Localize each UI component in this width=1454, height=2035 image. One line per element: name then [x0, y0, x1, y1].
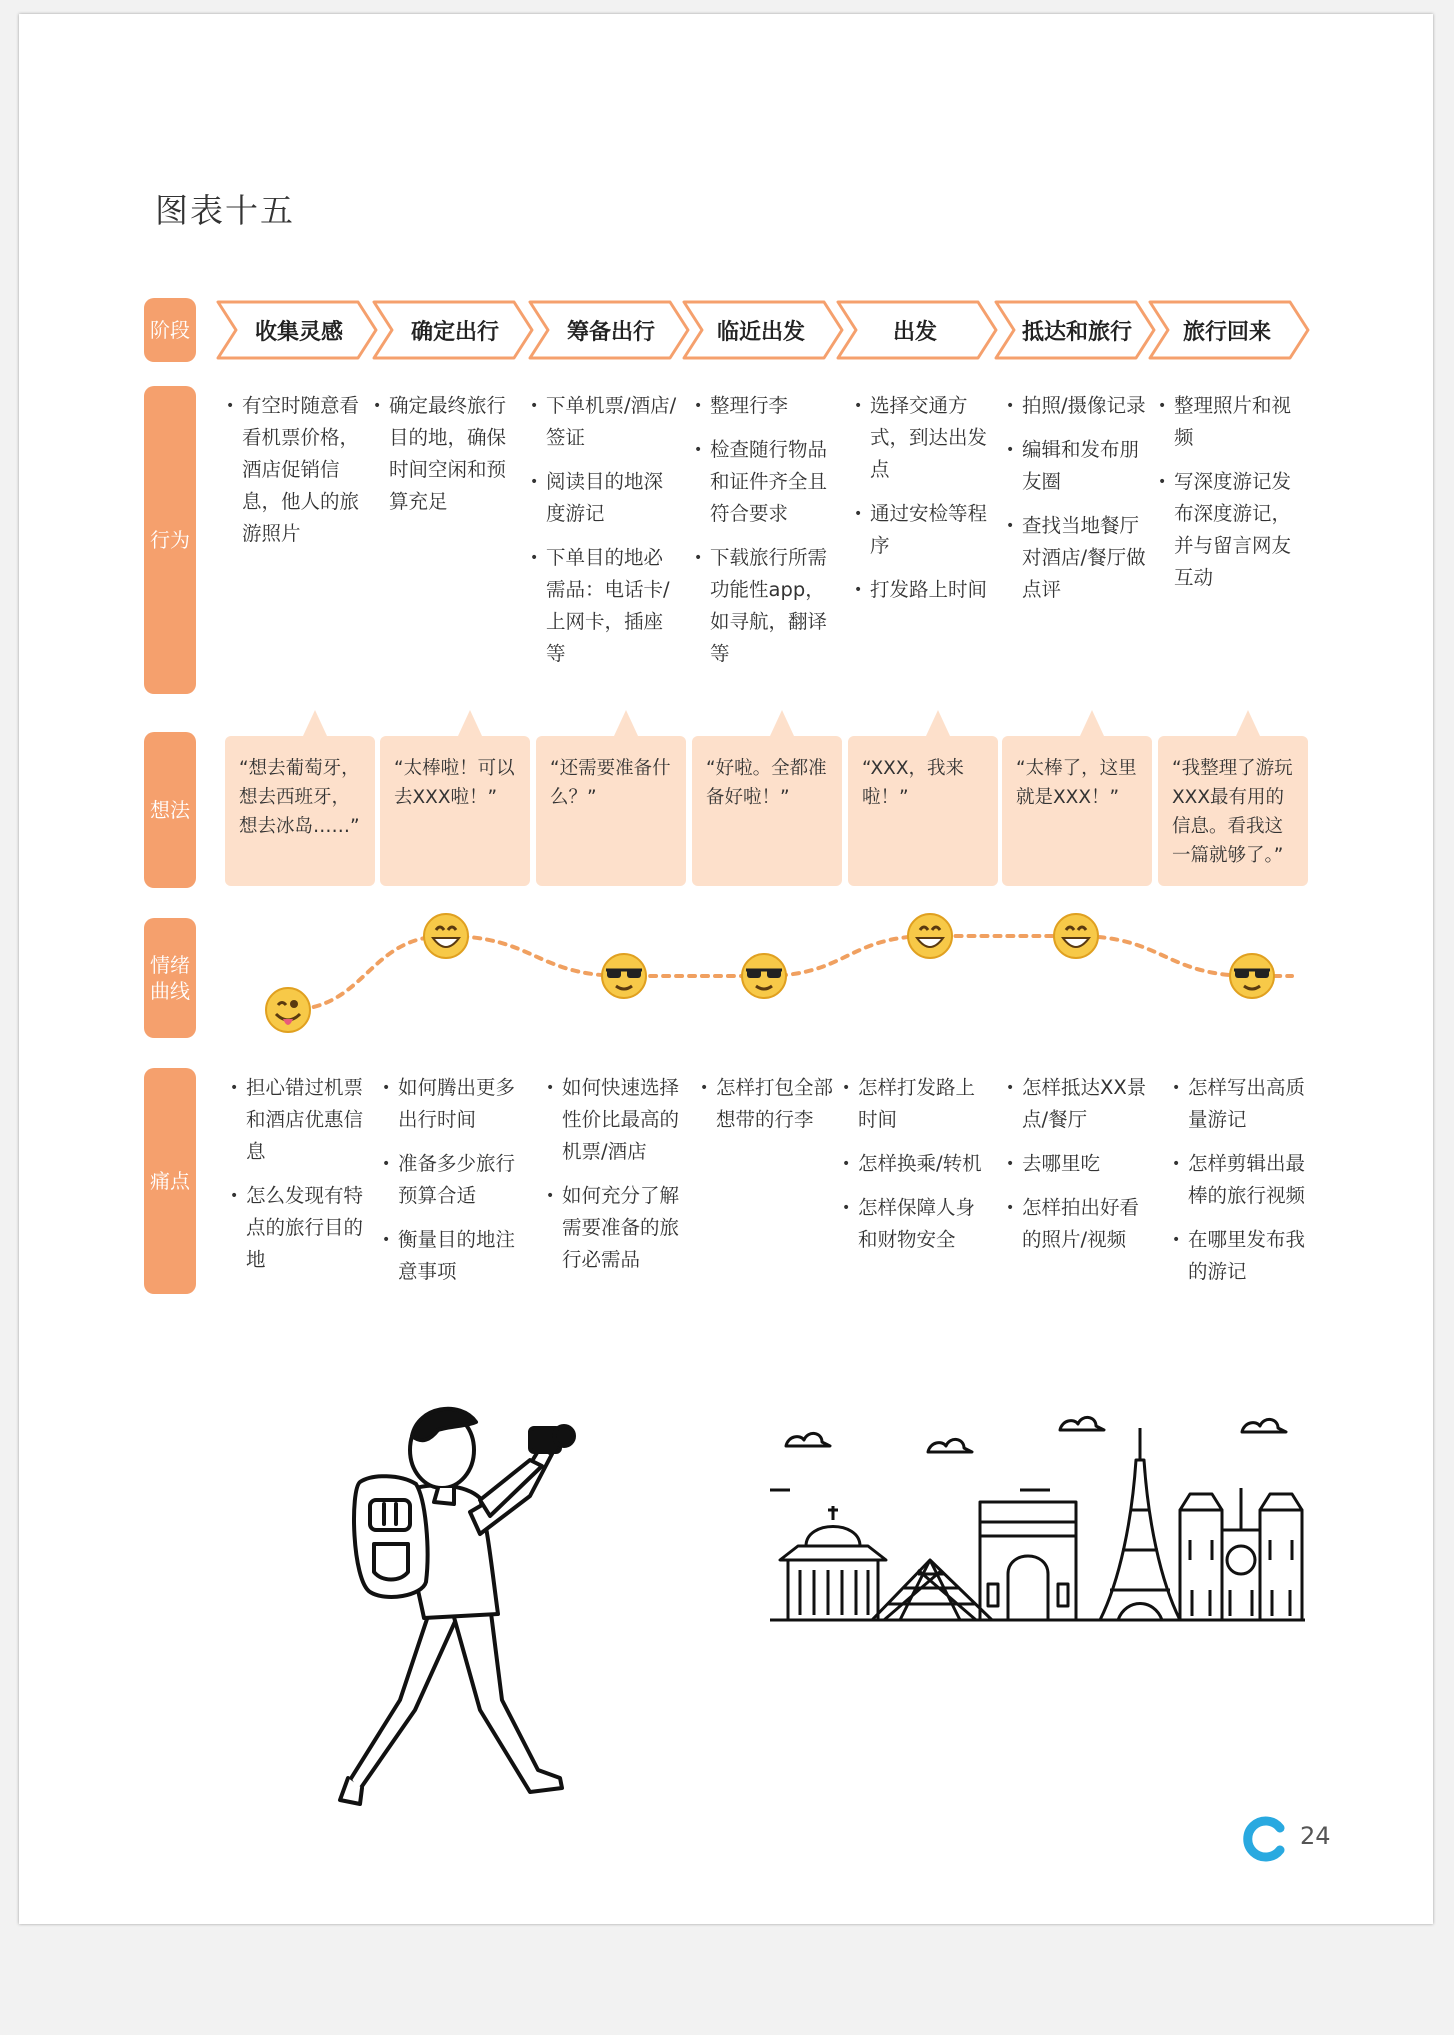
pain-item: • 怎样打发路上时间	[842, 1072, 992, 1136]
sunglasses-face-icon	[602, 954, 646, 998]
behavior-item: • 有空时随意看看机票价格，酒店促销信息，他人的旅游照片	[226, 390, 376, 550]
behavior-item: • 下单目的地必需品：电话卡/上网卡，插座等	[530, 542, 680, 670]
sunglasses-face-icon	[1230, 954, 1274, 998]
behavior-item: • 编辑和发布朋友圈	[1006, 434, 1156, 498]
page-number: 24	[1300, 1822, 1331, 1850]
stage-label: 确定出行	[410, 319, 499, 345]
behavior-item: • 通过安检等程序	[854, 498, 1004, 562]
pain-item: • 担心错过机票和酒店优惠信息	[230, 1072, 380, 1168]
stage-label: 旅行回来	[1182, 319, 1271, 345]
pain-column	[1172, 1072, 1322, 1300]
behavior-item: • 下载旅行所需功能性app，如寻航，翻译等	[694, 542, 844, 670]
behavior-item: • 阅读目的地深度游记	[530, 466, 680, 530]
pain-item: • 如何腾出更多出行时间	[382, 1072, 532, 1136]
pain-item: • 如何充分了解需要准备的旅行必需品	[546, 1180, 696, 1276]
thought-bubble: “想去葡萄牙，想去西班牙，想去冰岛……”	[225, 736, 375, 886]
traveler-illustration	[330, 1400, 600, 1820]
skyline-illustration	[760, 1410, 1320, 1635]
brand-logo	[1240, 1816, 1286, 1862]
row-label-behavior: 行为	[144, 386, 196, 694]
stage-label: 临近出发	[716, 319, 805, 345]
pain-column	[546, 1072, 696, 1288]
grinning-face-icon	[908, 914, 952, 958]
behavior-item: • 确定最终旅行目的地，确保时间空闲和预算充足	[373, 390, 523, 518]
winking-tongue-face-icon	[266, 988, 310, 1032]
pain-column	[382, 1072, 532, 1300]
figure-title: 图表十五	[155, 191, 295, 230]
pain-column	[700, 1072, 850, 1148]
grinning-face-icon	[424, 914, 468, 958]
behavior-item: • 选择交通方式，到达出发点	[854, 390, 1004, 486]
pain-item: • 准备多少旅行预算合适	[382, 1148, 532, 1212]
row-label-pain: 痛点	[144, 1068, 196, 1294]
thought-bubble: “好啦。全都准备好啦！”	[692, 736, 842, 886]
grinning-face-icon	[1054, 914, 1098, 958]
behavior-item: • 拍照/摄像记录	[1006, 390, 1156, 422]
pain-item: • 去哪里吃	[1006, 1148, 1156, 1180]
behavior-item: • 整理行李	[694, 390, 844, 422]
pain-item: • 怎样拍出好看的照片/视频	[1006, 1192, 1156, 1256]
row-label-emotion: 情绪 曲线	[144, 918, 196, 1038]
pain-item: • 怎样换乘/转机	[842, 1148, 992, 1180]
thought-bubble: “太棒了，这里就是XXX！”	[1002, 736, 1152, 886]
pain-item: • 怎样打包全部想带的行李	[700, 1072, 850, 1136]
behavior-item: • 查找当地餐厅对酒店/餐厅做点评	[1006, 510, 1156, 606]
pain-column	[1006, 1072, 1156, 1268]
pain-item: • 如何快速选择性价比最高的机票/酒店	[546, 1072, 696, 1168]
behavior-item: • 写深度游记发布深度游记，并与留言网友互动	[1158, 466, 1308, 594]
behavior-item: • 整理照片和视频	[1158, 390, 1308, 454]
pain-item: • 怎么发现有特点的旅行目的地	[230, 1180, 380, 1276]
pain-item: • 怎样保障人身和财物安全	[842, 1192, 992, 1256]
thought-bubble: “我整理了游玩XXX最有用的信息。看我这一篇就够了。”	[1158, 736, 1308, 886]
pain-item: • 怎样写出高质量游记	[1172, 1072, 1322, 1136]
pain-item: • 衡量目的地注意事项	[382, 1224, 532, 1288]
stage-label: 收集灵感	[254, 319, 343, 345]
pain-item: • 怎样剪辑出最棒的旅行视频	[1172, 1148, 1322, 1212]
stage-label: 出发	[892, 319, 937, 345]
behavior-item: • 下单机票/酒店/签证	[530, 390, 680, 454]
thought-bubble: “XXX，我来啦！”	[848, 736, 998, 886]
row-label-thought: 想法	[144, 732, 196, 888]
pain-column	[230, 1072, 380, 1288]
behavior-item: • 检查随行物品和证件齐全且符合要求	[694, 434, 844, 530]
pain-item: • 在哪里发布我的游记	[1172, 1224, 1322, 1288]
pain-column	[842, 1072, 992, 1268]
thought-bubble: “还需要准备什么？”	[536, 736, 686, 886]
pain-item: • 怎样抵达XX景点/餐厅	[1006, 1072, 1156, 1136]
sunglasses-face-icon	[742, 954, 786, 998]
thought-bubble: “太棒啦！可以去XXX啦！”	[380, 736, 530, 886]
stage-label: 抵达和旅行	[1021, 319, 1132, 345]
stage-label: 筹备出行	[566, 319, 655, 345]
behavior-item: • 打发路上时间	[854, 574, 1004, 606]
row-label-stage: 阶段	[144, 298, 196, 362]
